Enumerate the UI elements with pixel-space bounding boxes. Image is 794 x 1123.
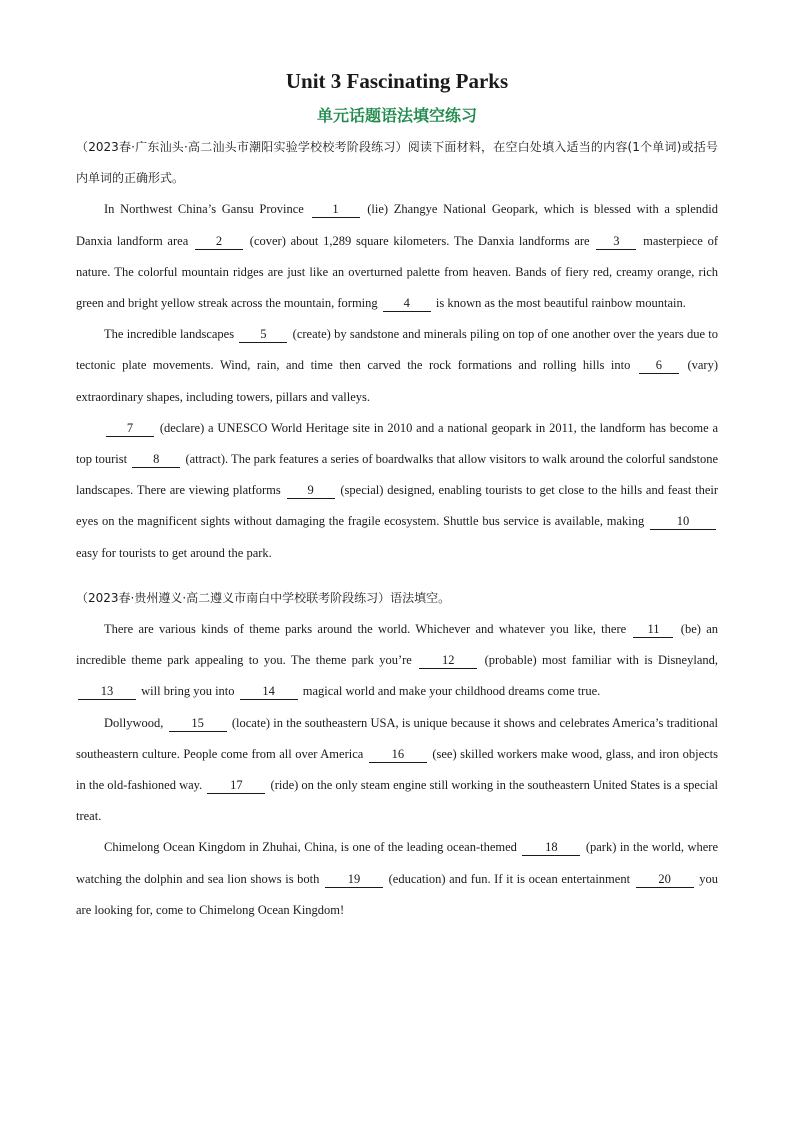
section2-paragraph-1: There are various kinds of theme parks around the world. Whichever and whatever you like, there 11 (be) an incredible theme park appealing to you. The theme park you’re 12 (probable) most familiar with is Disneyland, 13 will bring you into 14 magical world and make your childhood dreams come true.: [76, 622, 719, 699]
section1-paragraph-3: 7 (declare) a UNESCO World Heritage site in 2010 and a national geopark in 2011, the landform has become a top tourist 8 (attract). The park features a series of boardwalks that allow visitors to walk around the colorful sandstone landscapes. There are viewing platforms 9 (special) designed, enabling tourists to get close to the hills and feast their eyes on the magnificent sights without damaging the fragile ecosystem. Shuttle bus service is available, making 10 easy for tourists to get around the park.: [76, 420, 719, 560]
section1-paragraph-2: The incredible landscapes 5 (create) by sandstone and minerals piling on top of one another over the years due to tectonic plate movements. Wind, rain, and time then carved the rock formations and rolling hills into 6 (vary) extraordinary shapes, including towers, pillars and valleys.: [76, 327, 719, 404]
section1-source: （2023春·广东汕头·高二汕头市潮阳实验学校校考阶段练习）阅读下面材料，在空白处填入适当的内容(1个单词)或括号内单词的正确形式。: [76, 140, 718, 186]
blank-10[interactable]: 10: [650, 514, 716, 530]
blank-5[interactable]: 5: [239, 327, 287, 343]
page-title: Unit 3 Fascinating Parks: [285, 69, 509, 93]
blank-14[interactable]: 14: [240, 684, 298, 700]
blank-17[interactable]: 17: [207, 778, 265, 794]
page-subtitle: 单元话题语法填空练习: [316, 106, 477, 125]
blank-6[interactable]: 6: [639, 358, 679, 374]
blank-18[interactable]: 18: [522, 840, 580, 856]
blank-1[interactable]: 1: [312, 202, 360, 218]
blank-8[interactable]: 8: [132, 452, 180, 468]
blank-19[interactable]: 19: [325, 872, 383, 888]
blank-16[interactable]: 16: [369, 747, 427, 763]
blank-2[interactable]: 2: [195, 234, 243, 250]
section1-paragraph-1: In Northwest China’s Gansu Province 1 (lie) Zhangye National Geopark, which is blessed with a splendid Danxia landform area 2 (cover) about 1,289 square kilometers. The Danxia landforms are 3 masterpiece of nature. The colorful mountain ridges are just like an overturned palette from heaven. Bands of fiery red, creamy orange, rich green and bright yellow streak across the mountain, forming 4 is known as the most beautiful rainbow mountain.: [76, 202, 719, 311]
blank-3[interactable]: 3: [596, 234, 636, 250]
blank-20[interactable]: 20: [636, 872, 694, 888]
section2-source: （2023春·贵州遵义·高二遵义市南白中学校联考阶段练习）语法填空。: [76, 590, 451, 605]
section2-paragraph-3: Chimelong Ocean Kingdom in Zhuhai, China, is one of the leading ocean-themed 18 (park) in the world, where watching the dolphin and sea lion shows is both 19 (education) and fun. If it is ocean entertainment 20 you are looking for, come to Chimelong Ocean Kingdom!: [76, 840, 719, 917]
worksheet-page: [76, 62, 718, 926]
blank-7[interactable]: 7: [106, 421, 154, 437]
blank-15[interactable]: 15: [169, 716, 227, 732]
blank-12[interactable]: 12: [419, 653, 477, 669]
blank-13[interactable]: 13: [78, 684, 136, 700]
section2-paragraph-2: Dollywood, 15 (locate) in the southeastern USA, is unique because it shows and celebrates America’s traditional southeastern culture. People come from all over America 16 (see) skilled workers make wood, glass, and iron objects in the old-fashioned way. 17 (ride) on the only steam engine still working in the southeastern United States is a special treat.: [76, 715, 719, 824]
blank-4[interactable]: 4: [383, 296, 431, 312]
blank-9[interactable]: 9: [287, 483, 335, 499]
blank-11[interactable]: 11: [633, 622, 673, 638]
section-gap: [76, 569, 718, 583]
